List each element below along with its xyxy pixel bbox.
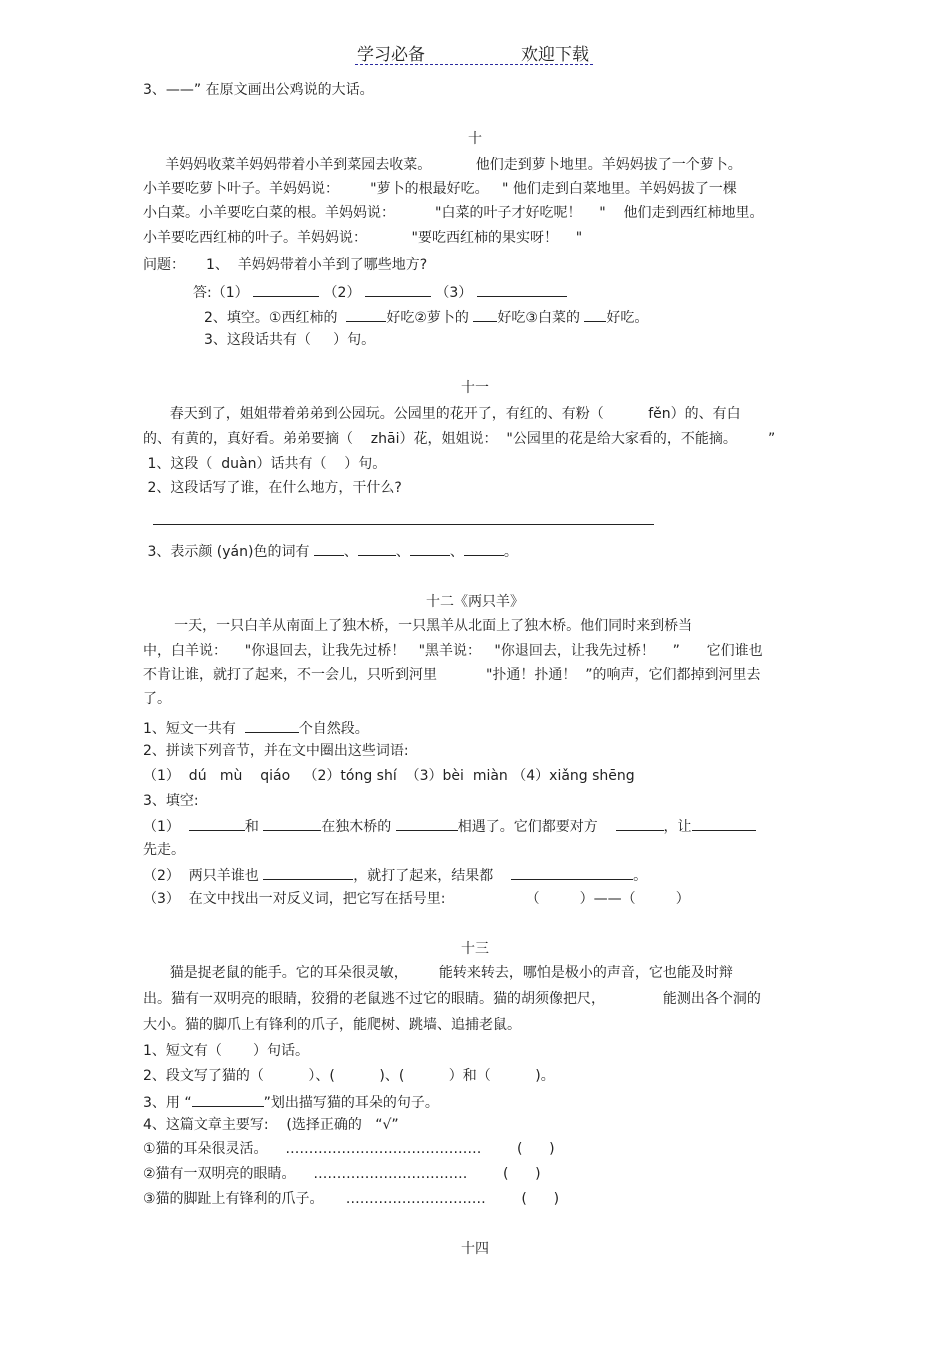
fill-blank[interactable] [263,865,353,880]
fill-blank[interactable] [616,816,664,831]
pinyin-line: （1） dú mù qiáo （2）tóng shí （3）bèi miàn （4）xiǎng shēng [143,768,635,784]
passage-line: 不肯让谁，就打了起来，不一会儿，只听到河里 "扑通！扑通！ ”的响声，它们都掉到河里去 [143,667,761,683]
fill-text: 好吃。 [606,310,649,326]
section-title-12: 十二《两只羊》 [426,594,524,610]
fill-text: 2、填空。①西红柿的 [204,310,338,326]
answer-blank[interactable] [477,282,567,297]
question-line: 2、段文写了猫的（ ）、( )、( ）和（ )。 [143,1068,555,1084]
fill-line [143,865,647,885]
passage-line: 一天，一只白羊从南面上了独木桥，一只黑羊从北面上了独木桥。他们同时来到桥当 [143,618,693,634]
question-line: 2、这段话写了谁，在什么地方，干什么? [143,480,402,496]
fill-text: 、 [343,544,358,560]
fill-blank[interactable] [410,541,450,556]
fill-blank[interactable] [473,307,497,322]
answer-blank[interactable] [253,282,319,297]
passage-line: 出。猫有一双明亮的眼睛，狡猾的老鼠逃不过它的眼睛。猫的胡须像把尺， 能测出各个洞的 [143,991,761,1007]
option-line: ③猫的脚趾上有锋利的爪子。 ………………………… ( ) [143,1191,560,1207]
passage-line: 羊妈妈收菜羊妈妈带着小羊到菜园去收菜。 他们走到萝卜地里。羊妈妈拔了一个萝卜。 [143,157,742,173]
passage-line: 中，白羊说： "你退回去，让我先过桥！ "黑羊说： "你退回去，让我先过桥！ ” 它们谁也 [143,643,763,659]
fill-text: 相遇了。它们都要对方 [457,819,616,835]
question-line: 1、短文有（ ）句话。 [143,1043,310,1059]
fill-blank[interactable] [692,816,756,831]
fill-text: ，让 [663,819,692,835]
fill-blank[interactable] [314,541,344,556]
header-left: 学习必备 [357,45,425,65]
fill-blank[interactable] [189,816,245,831]
passage-line: 的、有黄的，真好看。弟弟要摘（ zhāi）花，姐姐说： "公园里的花是给大家看的，不能摘。 ” [143,431,776,447]
fill-text: 3、表示颜 (yán)色的词有 [143,544,314,560]
fill-text: 、 [449,544,464,560]
option-line: ①猫的耳朵很灵活。 …………………………………… ( ) [143,1141,555,1157]
fill-line [143,718,369,738]
fill-text: 、 [395,544,410,560]
question-label: 问题： [143,257,185,273]
fill-blank[interactable] [464,541,504,556]
answer-line [193,282,567,302]
fill-blank[interactable] [396,816,458,831]
passage-line: 猫是捉老鼠的能手。它的耳朵很灵敏， 能转来转去，哪怕是极小的声音，它也能及时辩 [143,965,733,981]
fill-text: 1、短文一共有 [143,721,241,737]
fill-blank[interactable] [263,816,321,831]
fill-text: ，就打了起来，结果都 [353,868,512,884]
answer-blank[interactable] [365,282,431,297]
fill-text: ”划出描写猫的耳朵的句子。 [263,1095,439,1111]
question-line: 4、这篇文章主要写: (选择正确的 “√” [143,1117,399,1133]
fill-blank[interactable] [245,718,299,733]
fill-line: 先走。 [143,842,185,858]
section-title-13: 十三 [461,941,489,957]
fill-text: 好吃③白菜的 [497,310,580,326]
passage-line: 小羊要吃西红柿的叶子。羊妈妈说： "要吃西红柿的果实呀！ " [143,230,583,246]
question-line: 3、填空: [143,793,199,809]
question-line: 2、拼读下列音节，并在文中圈出这些词语: [143,743,409,759]
fill-text: 好吃②萝卜的 [386,310,469,326]
page-header [355,40,593,65]
section-title-10: 十 [468,131,482,147]
question-line: 3、——” 在原文画出公鸡说的大话。 [143,82,374,98]
fill-blank[interactable] [511,865,633,880]
fill-text: （2） 两只羊谁也 [143,868,264,884]
passage-line: 小羊要吃萝卜叶子。羊妈妈说： "萝卜的根最好吃。 " 他们走到白菜地里。羊妈妈拔了一棵 [143,181,737,197]
option-line: ②猫有一双明亮的眼睛。 …………………………… ( ) [143,1166,541,1182]
answer-label: （2） [323,285,361,301]
question-line: （3） 在文中找出一对反义词，把它写在括号里: （ ）——（ ） [143,891,690,907]
answer-label: 答:（1） [193,285,249,301]
fill-blank[interactable] [192,1092,264,1107]
fill-text: 个自然段。 [298,721,369,737]
question-line: 3、这段话共有（ ）句。 [204,332,376,348]
fill-line [143,541,518,561]
header-right: 欢迎下载 [521,45,589,65]
fill-blank[interactable] [346,307,386,322]
answer-line-blank[interactable] [153,524,654,525]
passage-line: 大小。猫的脚爪上有锋利的爪子，能爬树、跳墙、追捕老鼠。 [143,1017,521,1033]
fill-text: 。 [503,544,518,560]
question-line: 1、这段（ duàn）话共有（ ）句。 [143,456,387,472]
fill-blank[interactable] [584,307,606,322]
fill-line [143,1092,439,1112]
fill-text: （1） [143,819,189,835]
fill-text: 和 [244,819,264,835]
passage-line: 小白菜。小羊要吃白菜的根。羊妈妈说： "白菜的叶子才好吃呢！ " 他们走到西红柿地里。 [143,205,764,221]
fill-line [204,307,648,327]
section-title-11: 十一 [461,380,489,396]
fill-text: 。 [633,868,648,884]
fill-text: 3、用 “ [143,1095,192,1111]
answer-label: （3） [435,285,473,301]
fill-blank[interactable] [358,541,396,556]
section-title-14: 十四 [461,1241,489,1257]
passage-line: 春天到了，姐姐带着弟弟到公园玩。公园里的花开了，有红的、有粉（ fěn）的、有白 [143,406,741,422]
fill-line [143,816,756,836]
fill-text: 在独木桥的 [321,819,396,835]
passage-line: 了。 [143,691,171,707]
question-line: 1、 羊妈妈带着小羊到了哪些地方? [206,257,428,273]
